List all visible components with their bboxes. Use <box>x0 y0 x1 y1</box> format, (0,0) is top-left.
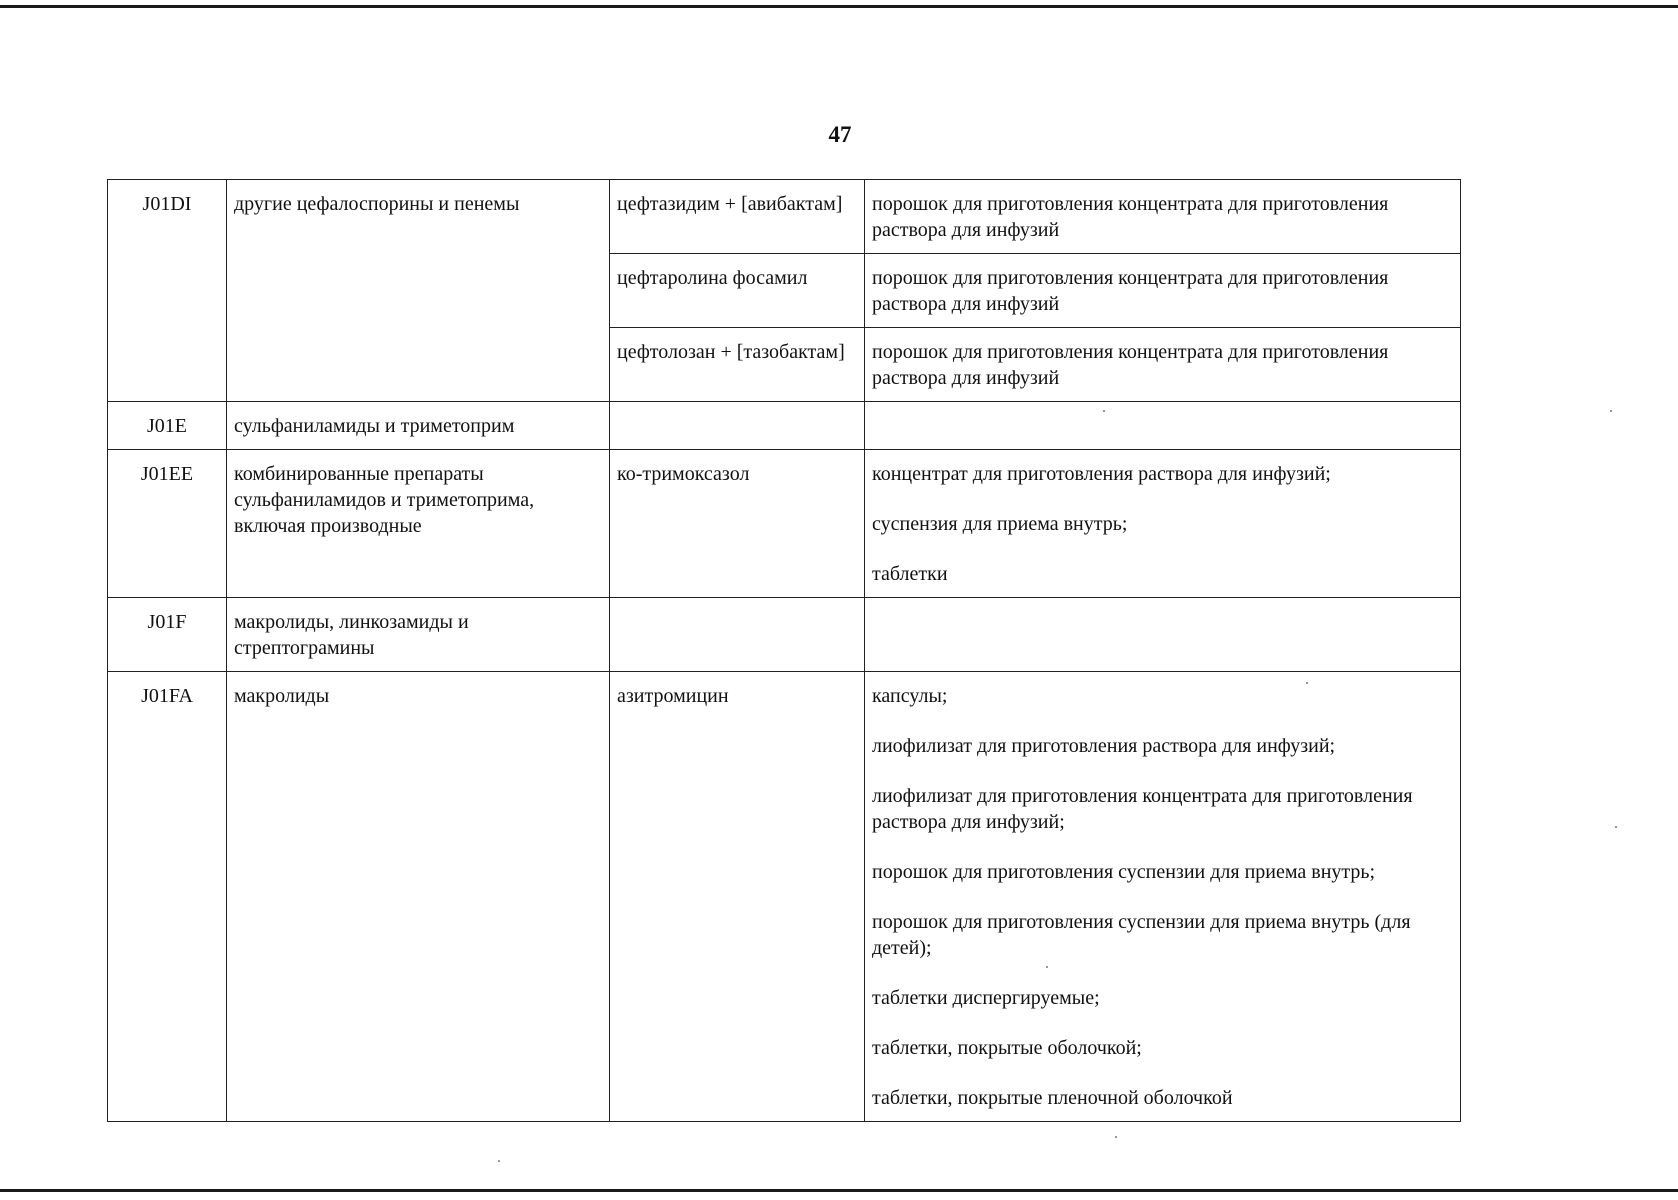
dosage-form: порошок для приготовления концентрата для приготовления раствора для инфузий <box>872 267 1389 315</box>
dosage-form: таблетки диспергируемые; <box>872 987 1100 1009</box>
scan-speck <box>1103 410 1105 412</box>
dosage-form-cell <box>865 450 1461 598</box>
dosage-form: порошок для приготовления суспензии для приема внутрь; <box>872 861 1376 883</box>
drug-name-cell: азитромицин <box>610 672 865 1122</box>
dosage-form-cell <box>865 254 1461 328</box>
atc-code-cell: J01F <box>108 598 227 672</box>
scan-speck <box>498 1160 500 1162</box>
dosage-form-cell <box>865 180 1461 254</box>
scan-speck <box>1615 826 1617 828</box>
dosage-form: порошок для приготовления концентрата для приготовления раствора для инфузий <box>872 341 1389 389</box>
table-row <box>108 672 1461 1122</box>
scan-speck <box>1115 1136 1117 1138</box>
drug-name-cell: цефтазидим + [авибактам] <box>610 180 865 254</box>
table-row <box>108 402 1461 450</box>
table-row <box>108 598 1461 672</box>
dosage-form: капсулы; <box>872 685 948 707</box>
dosage-form-cell <box>865 402 1461 450</box>
dosage-form: таблетки, покрытые оболочкой; <box>872 1037 1142 1059</box>
scan-border-top <box>0 5 1678 8</box>
atc-code-cell: J01E <box>108 402 227 450</box>
scan-border-bottom <box>0 1189 1678 1192</box>
dosage-form-cell <box>865 328 1461 402</box>
drug-name-cell <box>610 402 865 450</box>
dosage-form-cell <box>865 672 1461 1122</box>
scan-speck <box>1306 682 1308 684</box>
drug-name-cell: цефтолозан + [тазобактам] <box>610 328 865 402</box>
scan-speck <box>1046 966 1048 968</box>
page-number: 47 <box>828 122 852 147</box>
group-name-cell: комбинированные препараты сульфаниламидов и триметоприма, включая производные <box>227 450 610 598</box>
drug-name-cell <box>610 598 865 672</box>
table-row <box>108 450 1461 598</box>
atc-code-cell: J01EE <box>108 450 227 598</box>
dosage-form: таблетки, покрытые пленочной оболочкой <box>872 1087 1233 1109</box>
atc-code-cell: J01FA <box>108 672 227 1122</box>
dosage-form: порошок для приготовления концентрата для приготовления раствора для инфузий <box>872 193 1389 241</box>
group-name-cell: другие цефалоспорины и пенемы <box>227 180 610 402</box>
dosage-form: лиофилизат для приготовления раствора для инфузий; <box>872 735 1336 757</box>
dosage-form: таблетки <box>872 563 948 585</box>
dosage-form: порошок для приготовления суспензии для приема внутрь (для детей); <box>872 911 1411 959</box>
dosage-form-cell <box>865 598 1461 672</box>
drug-name-cell: цефтаролина фосамил <box>610 254 865 328</box>
drug-classification-table <box>107 179 1461 1122</box>
atc-code-cell: J01DI <box>108 180 227 402</box>
drug-name-cell: ко-тримоксазол <box>610 450 865 598</box>
scan-speck <box>1610 410 1612 412</box>
dosage-form: лиофилизат для приготовления концентрата для приготовления раствора для инфузий; <box>872 785 1413 833</box>
group-name-cell: макролиды, линкозамиды и стрептограмины <box>227 598 610 672</box>
dosage-form: концентрат для приготовления раствора для инфузий; <box>872 463 1331 485</box>
dosage-form: суспензия для приема внутрь; <box>872 513 1128 535</box>
group-name-cell: макролиды <box>227 672 610 1122</box>
table-row <box>108 180 1461 254</box>
group-name-cell: сульфаниламиды и триметоприм <box>227 402 610 450</box>
